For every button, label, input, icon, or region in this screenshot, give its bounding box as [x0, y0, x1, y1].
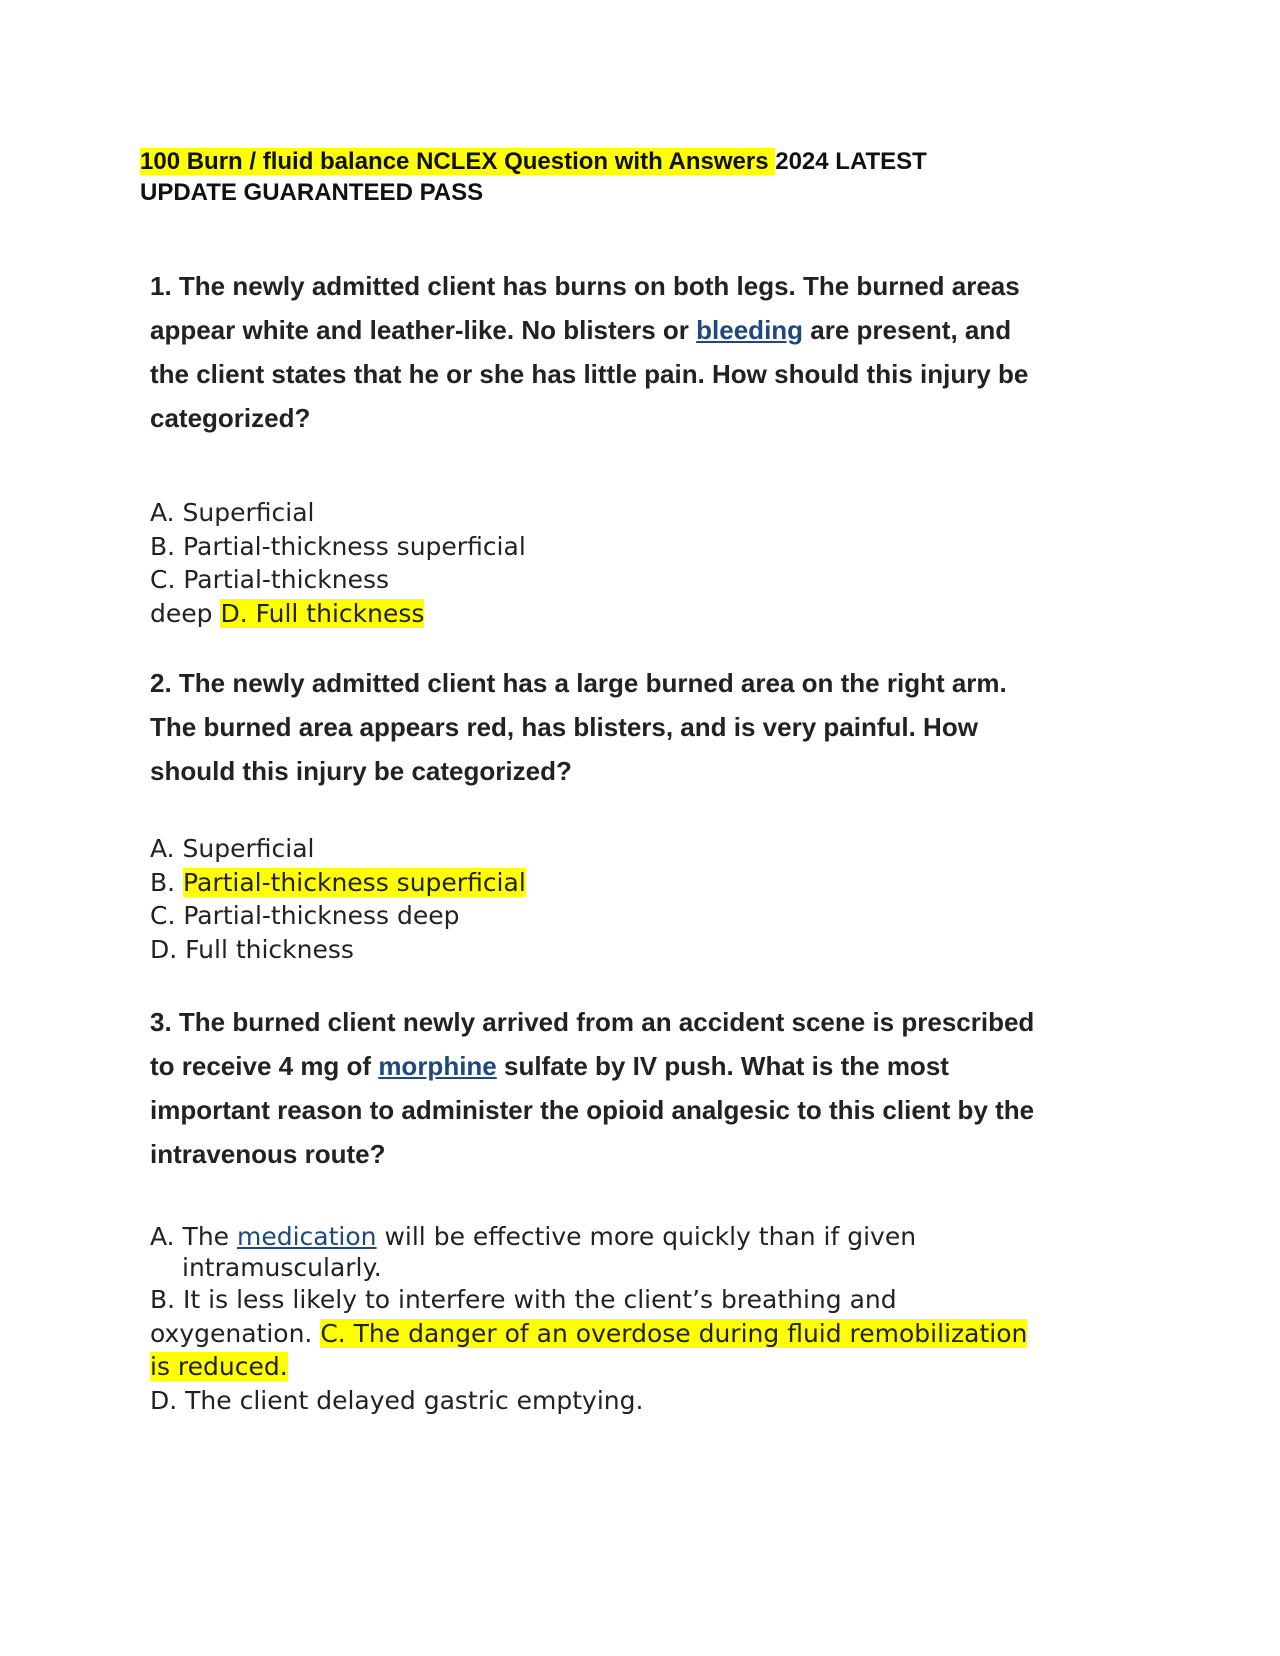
question-3	[150, 1000, 1140, 1176]
question-1-line-3: the client states that he or she has little pain. How should this injury be	[150, 359, 1029, 389]
q1-option-b: B. Partial-thickness superficial	[150, 531, 526, 561]
q2-answer-b: Partial-thickness superficial	[183, 867, 526, 897]
q3-option-d: D. The client delayed gastric emptying.	[150, 1385, 644, 1415]
question-2-line-2: The burned area appears red, has blisters, and is very painful. How	[150, 712, 978, 742]
question-3-line-2: to receive 4 mg of morphine sulfate by IV push. What is the most	[150, 1051, 949, 1081]
q2-option-a: A. Superficial	[150, 834, 315, 863]
q1-answer-d: D. Full thickness	[220, 598, 425, 628]
title-highlight: 100 Burn / fluid balance NCLEX Question with Answers	[140, 148, 776, 175]
q2-option-b: B. Partial-thickness superficial	[150, 867, 526, 897]
question-1-line-4: categorized?	[150, 403, 311, 433]
q3-option-b: B. It is less likely to interfere with the client’s breathing and	[150, 1285, 897, 1314]
question-3-line-3: important reason to administer the opioid analgesic to this client by the	[150, 1095, 1035, 1125]
question-1-line-1: 1. The newly admitted client has burns on both legs. The burned areas	[150, 271, 1020, 301]
question-2-options	[150, 832, 1130, 966]
q3-option-a-cont: intramuscularly.	[182, 1253, 382, 1282]
q2-option-d: D. Full thickness	[150, 934, 354, 964]
question-3-line-1: 3. The burned client newly arrived from an accident scene is prescribed	[150, 1007, 1035, 1037]
q2-option-c: C. Partial-thickness deep	[150, 901, 460, 930]
question-3-line-4: intravenous route?	[150, 1139, 386, 1169]
question-1-options	[150, 496, 1130, 630]
question-2-line-1: 2. The newly admitted client has a large burned area on the right arm.	[150, 668, 1007, 698]
question-2	[150, 661, 1140, 793]
question-1	[150, 264, 1140, 440]
q3-option-b-cont: oxygenation. C. The danger of an overdose during fluid remobilization	[150, 1318, 1028, 1348]
q1-option-c-cont: deep D. Full thickness	[150, 598, 425, 628]
question-2-line-3: should this injury be categorized?	[150, 756, 572, 786]
document-title	[140, 146, 1140, 208]
q3-answer-c-cont: is reduced.	[150, 1352, 288, 1381]
q1-option-a: A. Superficial	[150, 498, 315, 527]
question-1-line-2: appear white and leather-like. No blisters or bleeding are present, and	[150, 315, 1012, 345]
bleeding-link[interactable]: bleeding	[696, 315, 804, 345]
title-line-2: UPDATE GUARANTEED PASS	[140, 179, 484, 206]
morphine-link[interactable]: morphine	[378, 1051, 497, 1081]
q3-answer-c: C. The danger of an overdose during fluid remobilization	[320, 1318, 1028, 1348]
question-3-options	[150, 1220, 1130, 1417]
title-year: 2024 LATEST	[775, 148, 927, 175]
q3-option-a: A. The medication will be effective more quickly than if given	[150, 1222, 917, 1251]
q1-option-c: C. Partial-thickness	[150, 565, 390, 594]
medication-link[interactable]: medication	[237, 1222, 377, 1251]
